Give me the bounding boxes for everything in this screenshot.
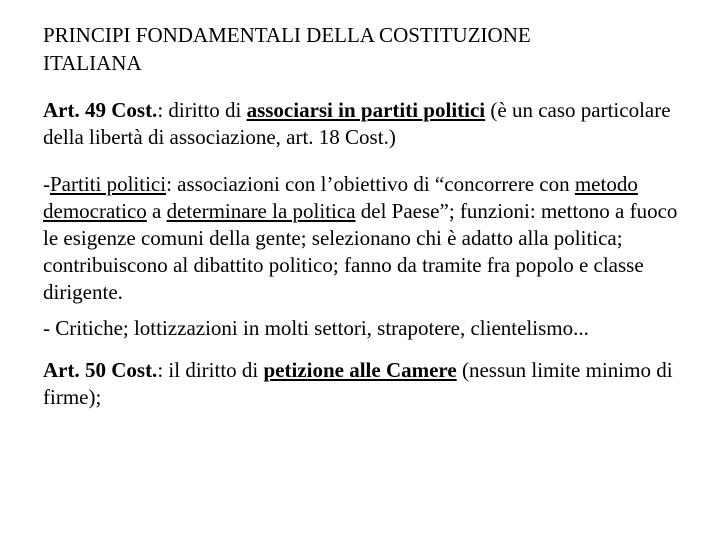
paragraph-critiche [43,315,690,342]
partiti-text-2: a [146,199,167,223]
art-50-separator: : il diritto di [157,358,264,382]
partiti-term: Partiti politici [50,172,167,196]
determinare-la-politica: determinare la politica [166,199,356,223]
title-line-2: ITALIANA [43,51,142,75]
metodo-democratico: metodo democratico [43,172,638,223]
art-49-rest: (è un caso particolare della libertà di associazione, art. 18 Cost.) [43,98,671,149]
art-50-subject: petizione alle Camere [263,358,457,382]
paragraph-art-49 [43,97,690,151]
art-50-label: Art. 50 Cost. [43,358,158,382]
art-49-separator: : diritto di [157,98,247,122]
slide-title [43,21,690,77]
art-49-label: Art. 49 Cost. [43,98,158,122]
title-line-1: PRINCIPI FONDAMENTALI DELLA COSTITUZIONE [43,23,531,47]
art-49-subject: associarsi in partiti politici [246,98,486,122]
partiti-prefix: - [43,172,50,196]
partiti-text-1: : associazioni con l’obiettivo di “concorrere con [166,172,575,196]
critiche-text: - Critiche; lottizzazioni in molti settori, strapotere, clientelismo... [43,316,589,340]
paragraph-art-50 [43,357,690,411]
art-50-rest: (nessun limite minimo di firme); [43,358,673,409]
paragraph-partiti-politici [43,171,690,306]
partiti-text-3: del Paese”; funzioni: mettono a fuoco le esigenze comuni della gente; selezionano chi è adatto alla politica; contribuiscono al dibattito politico; fanno da tramite fra popolo e classe dirigente. [43,199,678,304]
